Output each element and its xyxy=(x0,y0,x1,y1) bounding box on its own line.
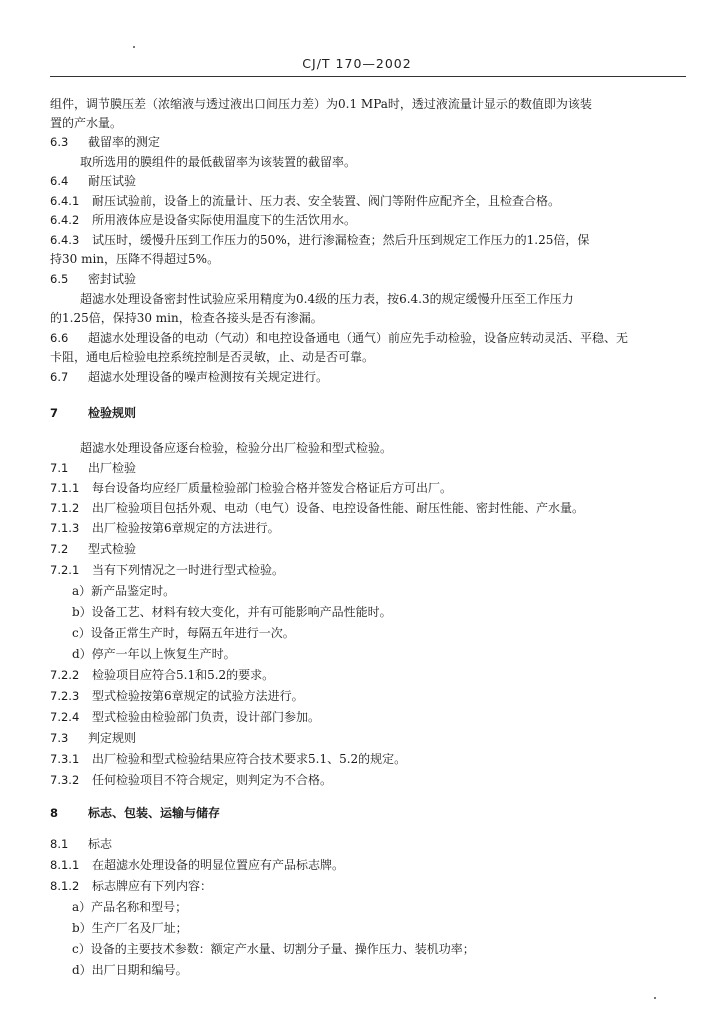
clause-6-4-2 xyxy=(50,212,690,228)
clause-number: 7.1.2 xyxy=(50,501,80,515)
section-number: 6.3 xyxy=(50,135,69,149)
clause-number: 6.4.3 xyxy=(50,233,80,247)
clause-6-4-1 xyxy=(50,193,690,209)
clause-text: 出厂检验和型式检验结果应符合技术要求5.1、5.2的规定。 xyxy=(92,752,407,766)
section-6-3 xyxy=(50,134,690,150)
list-item: a）产品名称和型号； xyxy=(72,900,188,914)
section-title: 标志 xyxy=(88,837,113,851)
scan-speck xyxy=(654,997,656,999)
body-text-line: 持30 min，压降不得超过5%。 xyxy=(50,252,220,266)
section-7-3 xyxy=(50,730,690,746)
clause-number: 7.2.4 xyxy=(50,710,80,724)
list-item: b）设备工艺、材料有较大变化，并有可能影响产品性能时。 xyxy=(72,605,392,619)
clause-8-1-1 xyxy=(50,857,690,873)
clause-number: 7.3.1 xyxy=(50,752,80,766)
clause-7-1-2 xyxy=(50,500,690,516)
section-7-2 xyxy=(50,541,690,557)
section-title: 耐压试验 xyxy=(88,174,137,188)
body-text-line: 组件，调节膜压差（浓缩液与透过液出口间压力差）为0.1 MPa时，透过液流量计显示的数值即为该装 xyxy=(50,97,592,111)
section-number: 6.4 xyxy=(50,174,69,188)
list-item: d）停产一年以上恢复生产时。 xyxy=(72,647,236,661)
clause-text: 出厂检验项目包括外观、电动（电气）设备、电控设备性能、耐压性能、密封性能、产水量。 xyxy=(92,501,585,515)
section-number: 7.3 xyxy=(50,731,69,745)
section-title: 截留率的测定 xyxy=(88,135,161,149)
clause-text: 超滤水处理设备的电动（气动）和电控设备通电（通气）前应先手动检验，设备应转动灵活、平稳、无 xyxy=(88,331,629,345)
section-6-6 xyxy=(50,330,690,346)
page-header: CJ/T 170—2002 xyxy=(302,56,412,71)
list-item: c）设备正常生产时，每隔五年进行一次。 xyxy=(72,626,295,640)
clause-text: 标志牌应有下列内容： xyxy=(92,879,213,893)
section-number: 7.1 xyxy=(50,461,69,475)
list-item: b）生产厂名及厂址； xyxy=(72,921,188,935)
section-title: 型式检验 xyxy=(88,542,137,556)
clause-number: 7.2.2 xyxy=(50,668,80,682)
section-6-7 xyxy=(50,369,690,385)
clause-number: 8.1.1 xyxy=(50,858,80,872)
clause-text: 在超滤水处理设备的明显位置应有产品标志牌。 xyxy=(92,858,345,872)
section-number: 8.1 xyxy=(50,837,69,851)
list-item: c）设备的主要技术参数：额定产水量、切割分子量、操作压力、装机功率； xyxy=(72,942,475,956)
clause-6-4-3 xyxy=(50,232,690,248)
chapter-title: 检验规则 xyxy=(88,406,137,420)
clause-7-2-4 xyxy=(50,709,690,725)
chapter-7-heading xyxy=(50,405,690,421)
clause-text: 所用液体应是设备实际使用温度下的生活饮用水。 xyxy=(92,213,357,227)
body-text-line: 超滤水处理设备应逐台检验，检验分出厂检验和型式检验。 xyxy=(80,441,393,455)
clause-text: 任何检验项目不符合规定，则判定为不合格。 xyxy=(92,773,333,787)
chapter-8-heading xyxy=(50,805,690,821)
clause-number: 7.2.1 xyxy=(50,563,80,577)
section-7-1 xyxy=(50,460,690,476)
chapter-number: 7 xyxy=(50,406,59,420)
section-title: 出厂检验 xyxy=(88,461,137,475)
body-text-line: 超滤水处理设备密封性试验应采用精度为0.4级的压力表，按6.4.3的规定缓慢升压至工作压力 xyxy=(80,292,574,306)
section-8-1 xyxy=(50,836,690,852)
clause-text: 型式检验由检验部门负责，设计部门参加。 xyxy=(92,710,321,724)
clause-7-2-1 xyxy=(50,562,690,578)
scan-speck xyxy=(133,46,135,48)
clause-number: 7.2.3 xyxy=(50,689,80,703)
clause-text: 当有下列情况之一时进行型式检验。 xyxy=(92,563,285,577)
section-number: 6.5 xyxy=(50,272,69,286)
clause-number: 6.4.2 xyxy=(50,213,80,227)
clause-7-3-1 xyxy=(50,751,690,767)
section-title: 判定规则 xyxy=(88,731,137,745)
clause-7-3-2 xyxy=(50,772,690,788)
clause-number: 8.1.2 xyxy=(50,879,80,893)
chapter-title: 标志、包装、运输与储存 xyxy=(88,806,221,820)
body-text-line: 卡阻，通电后检验电控系统控制是否灵敏，止、动是否可靠。 xyxy=(50,350,375,364)
section-title: 密封试验 xyxy=(88,272,137,286)
section-6-4 xyxy=(50,173,690,189)
clause-number: 7.1.3 xyxy=(50,521,80,535)
body-text-line: 的1.25倍，保持30 min，检查各接头是否有渗漏。 xyxy=(50,311,323,325)
clause-text: 超滤水处理设备的噪声检测按有关规定进行。 xyxy=(88,370,329,384)
section-6-5 xyxy=(50,271,690,287)
clause-text: 型式检验按第6章规定的试验方法进行。 xyxy=(92,689,304,703)
clause-number: 7.3.2 xyxy=(50,773,80,787)
clause-number: 7.1.1 xyxy=(50,481,80,495)
chapter-number: 8 xyxy=(50,806,59,820)
section-number: 6.7 xyxy=(50,370,69,384)
section-number: 6.6 xyxy=(50,331,69,345)
clause-text: 检验项目应符合5.1和5.2的要求。 xyxy=(92,668,275,682)
clause-text: 出厂检验按第6章规定的方法进行。 xyxy=(92,521,280,535)
section-number: 7.2 xyxy=(50,542,69,556)
body-text-line: 取所选用的膜组件的最低截留率为该装置的截留率。 xyxy=(80,155,357,169)
clause-7-2-2 xyxy=(50,667,690,683)
list-item: d）出厂日期和编号。 xyxy=(72,963,188,977)
header-rule xyxy=(50,76,686,77)
clause-8-1-2 xyxy=(50,878,690,894)
clause-text: 试压时，缓慢升压到工作压力的50%，进行渗漏检查；然后升压到规定工作压力的1.25倍，保 xyxy=(92,233,590,247)
clause-text: 耐压试验前，设备上的流量计、压力表、安全装置、阀门等附件应配齐全，且检查合格。 xyxy=(92,194,561,208)
clause-7-2-3 xyxy=(50,688,690,704)
clause-7-1-1 xyxy=(50,480,690,496)
clause-7-1-3 xyxy=(50,520,690,536)
clause-text: 每台设备均应经厂质量检验部门检验合格并签发合格证后方可出厂。 xyxy=(92,481,453,495)
clause-number: 6.4.1 xyxy=(50,194,80,208)
body-text-line: 置的产水量。 xyxy=(50,116,123,130)
list-item: a）新产品鉴定时。 xyxy=(72,584,176,598)
